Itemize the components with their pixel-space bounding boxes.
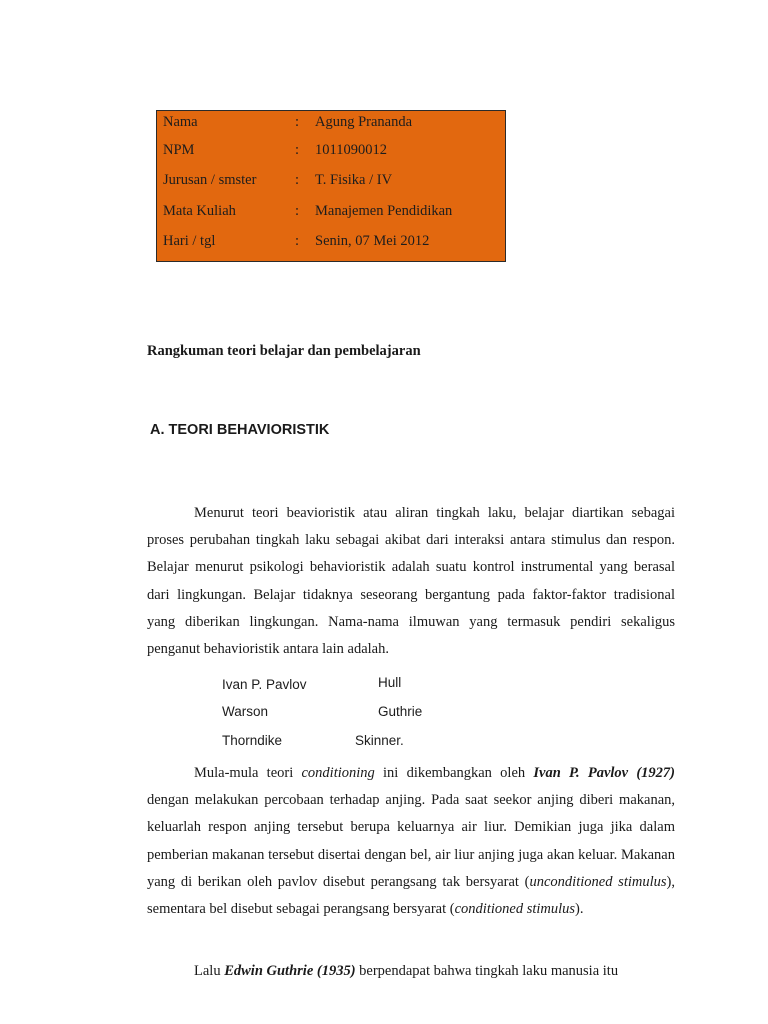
scientist-name: Warson	[222, 704, 269, 719]
document-title: Rangkuman teori belajar dan pembelajaran	[147, 343, 421, 359]
info-value: Senin, 07 Mei 2012	[315, 233, 430, 249]
paragraph-behavioristik-intro	[147, 500, 675, 663]
term-conditioned-stimulus: conditioned stimulus	[454, 901, 576, 918]
info-value: 1011090012	[315, 142, 387, 158]
paragraph-text: Lalu	[194, 963, 225, 979]
info-label: Nama	[163, 114, 198, 130]
info-colon: :	[295, 172, 300, 188]
paragraph-text: Mula-mula teori	[194, 765, 302, 781]
scientist-name: Skinner.	[355, 733, 404, 748]
info-colon: :	[295, 233, 300, 249]
info-label: Hari / tgl	[163, 233, 216, 249]
student-info-box	[156, 110, 506, 262]
term-conditioning: conditioning	[301, 765, 375, 781]
info-colon: :	[295, 203, 300, 219]
paragraph-text: dengan melakukan percobaan terhadap anjing. Pada saat seekor anjing diberi makanan, keluarlah respon anjing tersebut berupa keluarnya air liur. Demikian juga jika dalam pemberian makanan tersebut disertai dengan bel, air liur anjing juga akan keluar. Makanan yang di berikan oleh pavlov disebut perangsang tak bersyarat (	[147, 792, 675, 890]
info-row-mata-kuliah	[157, 200, 505, 222]
paragraph-text: ini dikembangkan oleh	[374, 765, 534, 781]
paragraph-pavlov	[147, 760, 675, 923]
info-value: Agung Prananda	[315, 114, 413, 130]
paragraph-text: ).	[575, 901, 584, 918]
info-row-npm	[157, 139, 505, 161]
section-heading: A. TEORI BEHAVIORISTIK	[150, 422, 330, 438]
term-unconditioned-stimulus: unconditioned stimulus	[529, 873, 667, 890]
info-value: T. Fisika / IV	[315, 172, 393, 188]
scientist-name: Ivan P. Pavlov	[222, 677, 307, 692]
info-row-jurusan	[157, 169, 505, 191]
info-label: NPM	[163, 142, 195, 158]
paragraph-text: berpendapat bahwa tingkah laku manusia itu	[355, 963, 619, 979]
info-label: Jurusan / smster	[163, 172, 257, 188]
paragraph-text: Menurut teori beavioristik atau aliran tingkah laku, belajar diartikan sebagai proses perubahan tingkah laku sebagai akibat dari interaksi antara stimulus dan respon. Belajar menurut psikologi behavioristik adalah suatu kontrol instrumental yang berasal dari lingkungan. Belajar tidaknya seseorang bergantung pada faktor-faktor tradisional yang diberikan lingkungan. Nama-nama ilmuwan yang termasuk pendiri sekaligus penganut behavioristik antara lain adalah.	[147, 505, 675, 658]
info-row-hari-tgl	[157, 230, 505, 252]
citation-pavlov: Ivan P. Pavlov (1927)	[533, 765, 675, 781]
info-value: Manajemen Pendidikan	[315, 203, 453, 219]
citation-guthrie: Edwin Guthrie (1935)	[224, 963, 356, 979]
paragraph-guthrie	[147, 958, 675, 985]
info-colon: :	[295, 142, 300, 158]
info-colon: :	[295, 114, 300, 130]
scientist-name: Guthrie	[378, 704, 423, 719]
scientist-name: Hull	[378, 675, 402, 690]
paragraph-text: ), sementara bel disebut sebagai perangsang bersyarat (	[147, 873, 675, 918]
scientist-name: Thorndike	[222, 733, 283, 748]
info-row-nama	[157, 111, 505, 133]
info-label: Mata Kuliah	[163, 203, 236, 219]
